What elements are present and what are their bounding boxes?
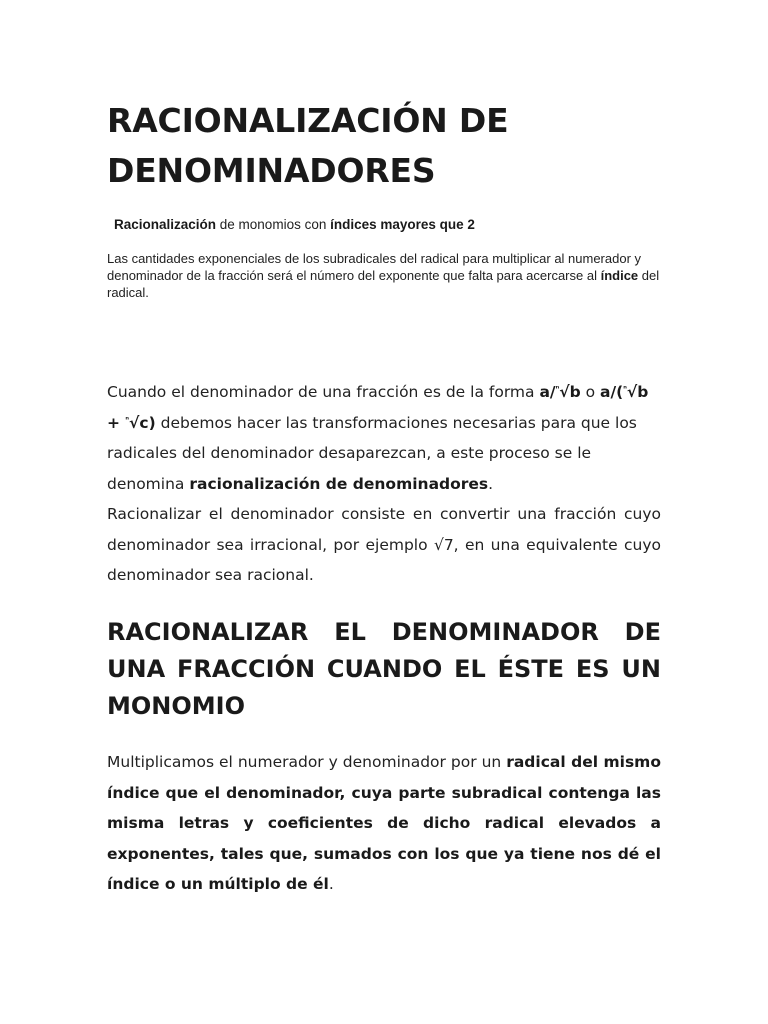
bold-term-racionalizacion: racionalización de denominadores	[189, 474, 489, 493]
paragraph-definition-2: Racionalizar el denominador consiste en convertir una fracción cuyo denominador sea irracional, por ejemplo √7, en una equivalente cuyo denominador sea racional.	[107, 505, 661, 584]
paragraph-method: Multiplicamos el numerador y denominador por un radical del mismo índice que el denominador, cuya parte subradical contenga las misma letras y coeficientes de dicho radical elevados a exponentes, tales que, sumados con los que ya tiene nos dé el índice o un múltiplo de él.	[107, 753, 661, 893]
para2-text: Multiplicamos el numerador y denominador por un	[107, 753, 507, 771]
intro-text: Las cantidades exponenciales de los subradicales del radical para multiplicar al numerador y denominador de la fracción será el número del exponente que falta para acercarse al	[107, 251, 642, 283]
title-line-2: DENOMINADORES	[107, 151, 436, 190]
subtitle-bold-index: índices mayores que 2	[330, 217, 475, 232]
title-line-1: RACIONALIZACIÓN DE	[107, 101, 509, 140]
page-title	[107, 96, 661, 196]
para1-text-2: debemos hacer las transformaciones necesarias para que los radicales del denominador desaparezcan, a este proceso se le denomina	[107, 413, 637, 493]
intro-paragraph	[107, 250, 661, 301]
para2-bold-rule: radical del mismo índice que el denominador, cuya parte subradical contenga las misma letras y coeficientes de dicho radical elevados a exponentes, tales que, sumados con los que ya tiene nos dé el índice o un múltiplo de él	[107, 753, 661, 893]
para1-text: Cuando el denominador de una fracción es de la forma	[107, 383, 540, 401]
subtitle	[107, 216, 661, 234]
formula-1: a/$^{^n}$√b	[539, 383, 581, 401]
section-heading: RACIONALIZAR EL DENOMINADOR DE UNA FRACCIÓN CUANDO EL ÉSTE ES UN MONOMIO	[107, 618, 661, 720]
paragraph-definition	[107, 377, 661, 591]
subtitle-bold-term: Racionalización	[114, 217, 217, 232]
intro-text-end: del radical.	[107, 268, 660, 300]
paragraph-definition-1: Cuando el denominador de una fracción es de la forma a/$^{^n}$√b o a/($^{^n}$√b + $^{^n}$√c) debemos hacer las transformaciones necesarias para que los radicales del denominador desaparezcan, a este proceso se le denomina racionalización de denominadores.	[107, 383, 649, 493]
intro-bold-index: índice	[600, 268, 639, 283]
subtitle-text: de monomios con	[216, 217, 331, 232]
para1-connector: o	[580, 383, 601, 401]
formula-2: a/($^{^n}$√b + $^{^n}$√c)	[107, 383, 649, 432]
